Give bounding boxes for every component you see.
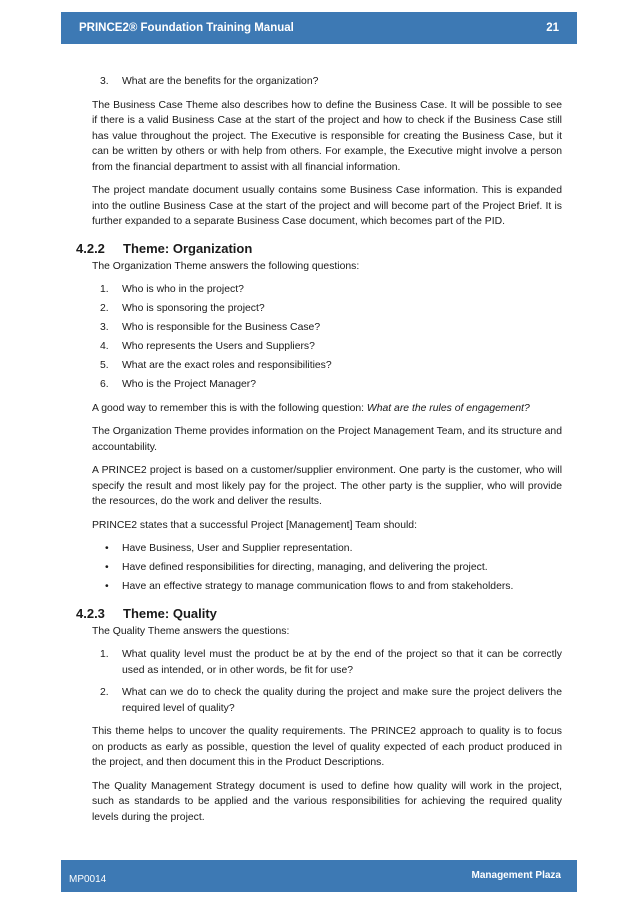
page-footer [61, 860, 577, 892]
paragraph: This theme helps to uncover the quality requirements. The PRINCE2 approach to quality is to focus on products as early as possible, question the level of quality expected of each product produced in the project, and then document this in the Product Descriptions. [92, 726, 562, 768]
team-bullet-list [92, 541, 562, 595]
list-item: 2. Who is sponsoring the project? [100, 303, 265, 314]
manual-title: PRINCE2® Foundation Training Manual [79, 22, 294, 34]
paragraph: The Organization Theme provides information on the Project Management Team, and its structure and accountability. [92, 426, 562, 453]
list-item: • Have an effective strategy to manage communication flows to and from stakeholders. [105, 581, 514, 592]
list-item: 2. What can we do to check the quality during the project and make sure the project delivers the required level of quality? [100, 687, 562, 714]
paragraph: The Quality Theme answers the questions: [92, 625, 290, 637]
quality-question-list [92, 647, 562, 716]
paragraph: The Organization Theme answers the following questions: [92, 260, 360, 272]
list-item: • Have defined responsibilities for directing, managing, and delivering the project. [105, 562, 488, 573]
paragraph: A good way to remember this is with the following question: What are the rules of engagement? [92, 402, 530, 414]
section-heading-quality: 4.2.3 Theme: Quality [76, 605, 217, 621]
list-item: • Have Business, User and Supplier representation. [105, 543, 353, 554]
paragraph: The Quality Management Strategy document is used to define how quality will work in the project, such as standards to be applied and the various responsibilities for achieving the required quality levels during the project. [92, 780, 562, 823]
paragraph: PRINCE2 states that a successful Project [Management] Team should: [92, 519, 417, 531]
page-header [61, 12, 577, 44]
page-number: 21 [546, 22, 559, 34]
paragraph: The Business Case Theme also describes how to define the Business Case. It will be possible to see if there is a valid Business Case at the start of the project and how to check if the Business Case still has value throughout the project. The Executive is responsible for creating the Business Case, but it can be written by others or with help from others. For example, the Executive might involve a person from the financial department to assist with all financial information. [92, 99, 562, 173]
bc-question-list [92, 74, 562, 90]
section-heading-organization: 4.2.2 Theme: Organization [76, 240, 253, 256]
document-code: MP0014 [69, 874, 107, 885]
page-content [76, 74, 562, 833]
list-item: 4. Who represents the Users and Suppliers? [100, 341, 315, 352]
brand-name: Management Plaza [471, 870, 561, 881]
list-item: 1. What quality level must the product be at by the end of the project so that it can be correctly used as intended, or in other words, be fit for use? [100, 649, 562, 676]
paragraph: A PRINCE2 project is based on a customer/supplier environment. One party is the customer, who will specify the result and most likely pay for the project. The other party is the supplier, who will provide the resources, do the work and deliver the results. [92, 465, 562, 507]
org-question-list [92, 282, 562, 393]
paragraph: The project mandate document usually contains some Business Case information. This is expanded into the outline Business Case at the start of the project and will become part of the Project Brief. It is further expanded to a separate Business Case document, which becomes part of the PID. [92, 185, 562, 227]
list-item: 3. What are the benefits for the organization? [100, 76, 319, 87]
list-item: 1. Who is who in the project? [100, 284, 244, 295]
list-item: 6. Who is the Project Manager? [100, 379, 256, 390]
list-item: 5. What are the exact roles and responsibilities? [100, 360, 332, 371]
list-item: 3. Who is responsible for the Business Case? [100, 322, 321, 333]
